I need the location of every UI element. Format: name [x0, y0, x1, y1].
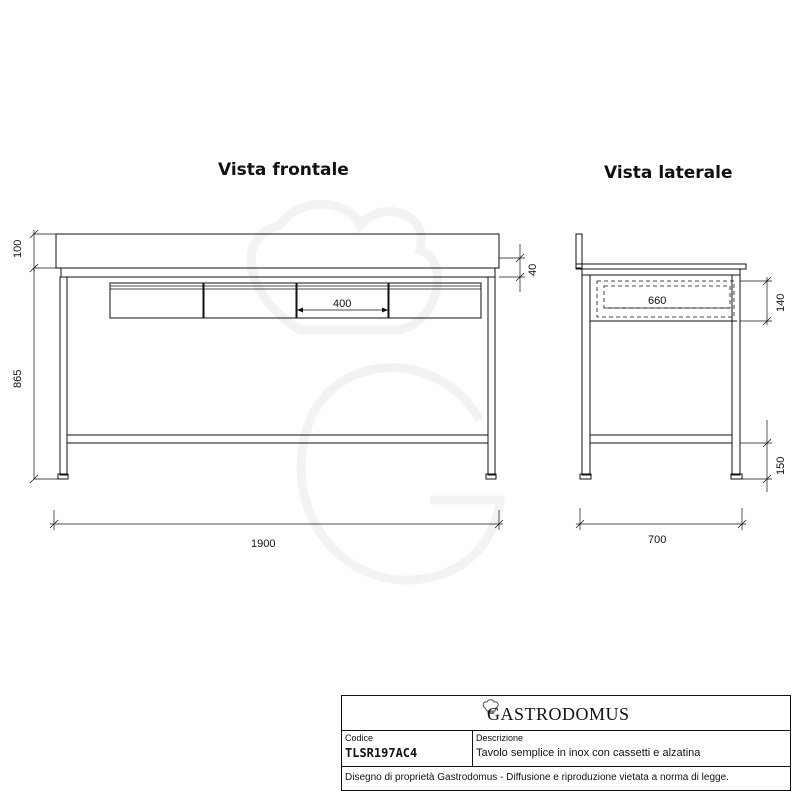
side-view — [576, 234, 787, 546]
front-bottom-shelf — [67, 435, 488, 443]
side-leg-back — [582, 275, 590, 475]
dim-total-depth: 700 — [648, 534, 667, 546]
code-label: Codice — [345, 733, 374, 743]
side-backsplash — [576, 234, 582, 268]
front-leg-right — [488, 277, 495, 475]
dim-drawer-height: 140 — [775, 293, 787, 312]
code-cell — [342, 730, 473, 766]
side-bottom-shelf — [590, 435, 732, 443]
side-drawer-inner — [604, 286, 730, 308]
description-value: Tavolo semplice in inox con cassetti e alzatina — [476, 747, 701, 759]
code-value: TLSR197AC4 — [345, 746, 418, 760]
brand-logo: GASTRODOMUS — [487, 704, 630, 724]
dim-top-height: 100 — [12, 239, 24, 258]
side-view-title: Vista laterale — [604, 163, 733, 183]
title-block-info-row — [342, 730, 790, 767]
side-leg-front — [732, 275, 740, 475]
front-worktop — [61, 268, 495, 277]
side-worktop-edge — [582, 269, 740, 275]
dim-drawer-depth: 660 — [648, 295, 667, 307]
description-cell — [473, 730, 790, 766]
title-block-logo-row — [342, 696, 790, 731]
front-leg-left — [60, 277, 67, 475]
dim-top-thickness: 40 — [527, 263, 539, 276]
front-view-title: Vista frontale — [218, 160, 349, 180]
side-worktop — [576, 264, 746, 269]
dim-drawer-width: 400 — [333, 298, 352, 310]
drawer-1 — [110, 283, 203, 318]
title-block — [341, 695, 791, 791]
dim-total-width: 1900 — [251, 538, 276, 550]
dim-leg-height: 865 — [12, 369, 24, 388]
description-label: Descrizione — [476, 733, 524, 743]
copyright-notice: Disegno di proprietà Gastrodomus - Diffusione e riproduzione vietata a norma di legge. — [345, 772, 729, 783]
dim-shelf-height: 150 — [775, 456, 787, 475]
